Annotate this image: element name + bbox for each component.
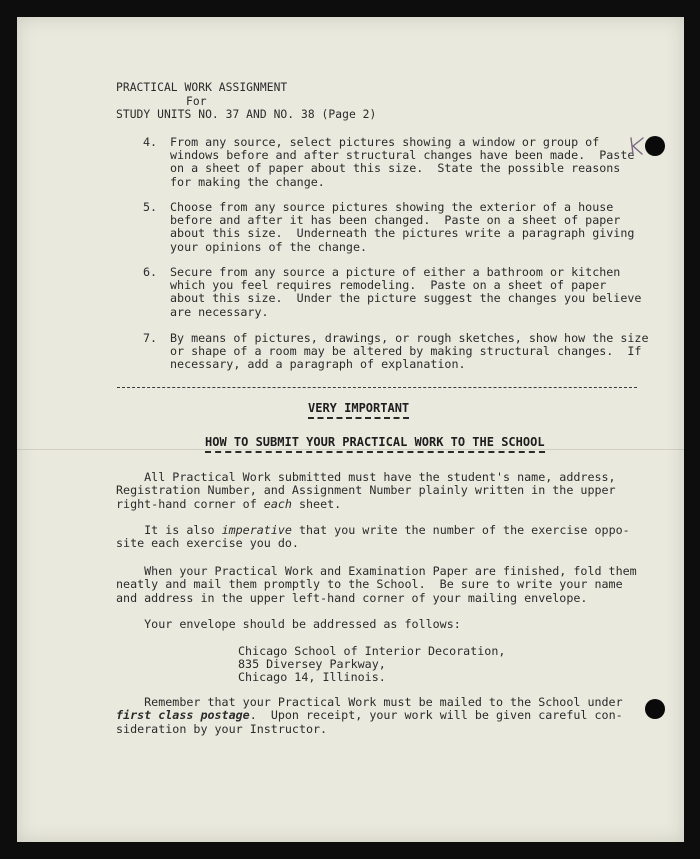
item-number: 7. [143, 331, 158, 345]
header-title: PRACTICAL WORK ASSIGNMENT [116, 81, 288, 94]
paragraph-exercise-number: It is also imperative that you write the number of the exercise oppo- site each exercise you do. [116, 523, 630, 551]
address-line: 835 Diversey Parkway, [238, 657, 386, 671]
paragraph-postage: Remember that your Practical Work must be mailed to the School under first class postage. Upon receipt, your work will be given careful con- sideration by your Instructor. [116, 695, 623, 736]
item-text: Secure from any source a picture of either a bathroom or kitchen which you feel requires remodeling. Paste on a sheet of paper about this size. Under the picture suggest the changes you believe are necessary. [170, 265, 642, 319]
item-number: 4. [143, 135, 158, 149]
address-line: Chicago School of Interior Decoration, [238, 644, 506, 658]
paragraph-student-info: All Practical Work submitted must have the student's name, address, Registration Number, and Assignment Number plainly written in the upper right-hand corner of each sheet. [116, 470, 616, 511]
item-text: Choose from any source pictures showing the exterior of a house before and after it has been changed. Paste on a sheet of paper about this size. Underneath the pictures write a paragraph giving your opinions of the change. [170, 200, 635, 254]
how-to-submit-heading: HOW TO SUBMIT YOUR PRACTICAL WORK TO THE SCHOOL [205, 435, 545, 453]
paragraph-mailing: When your Practical Work and Examination Paper are finished, fold them neatly and mail them promptly to the School. Be sure to write your name and address in the upper left-hand corner of your mailing envelope. [116, 564, 637, 605]
item-number: 6. [143, 265, 158, 279]
item-text: By means of pictures, drawings, or rough sketches, show how the size or shape of a room may be altered by making structural changes. If necessary, add a paragraph of explanation. [170, 331, 649, 372]
section-divider [117, 387, 637, 388]
very-important-heading: VERY IMPORTANT [308, 401, 409, 419]
paragraph-envelope: Your envelope should be addressed as follows: [116, 617, 461, 631]
punch-hole-top [645, 136, 665, 156]
item-number: 5. [143, 200, 158, 214]
item-text: From any source, select pictures showing a window or group of windows before and after structural changes have been made. Paste on a sheet of paper about this size. State the possible reasons for making the change. [170, 135, 635, 189]
document-page [17, 17, 684, 842]
address-line: Chicago 14, Illinois. [238, 670, 386, 684]
header-study-units: STUDY UNITS NO. 37 AND NO. 38 (Page 2) [116, 108, 377, 121]
header-for: For [186, 95, 207, 108]
punch-hole-bottom [645, 699, 665, 719]
